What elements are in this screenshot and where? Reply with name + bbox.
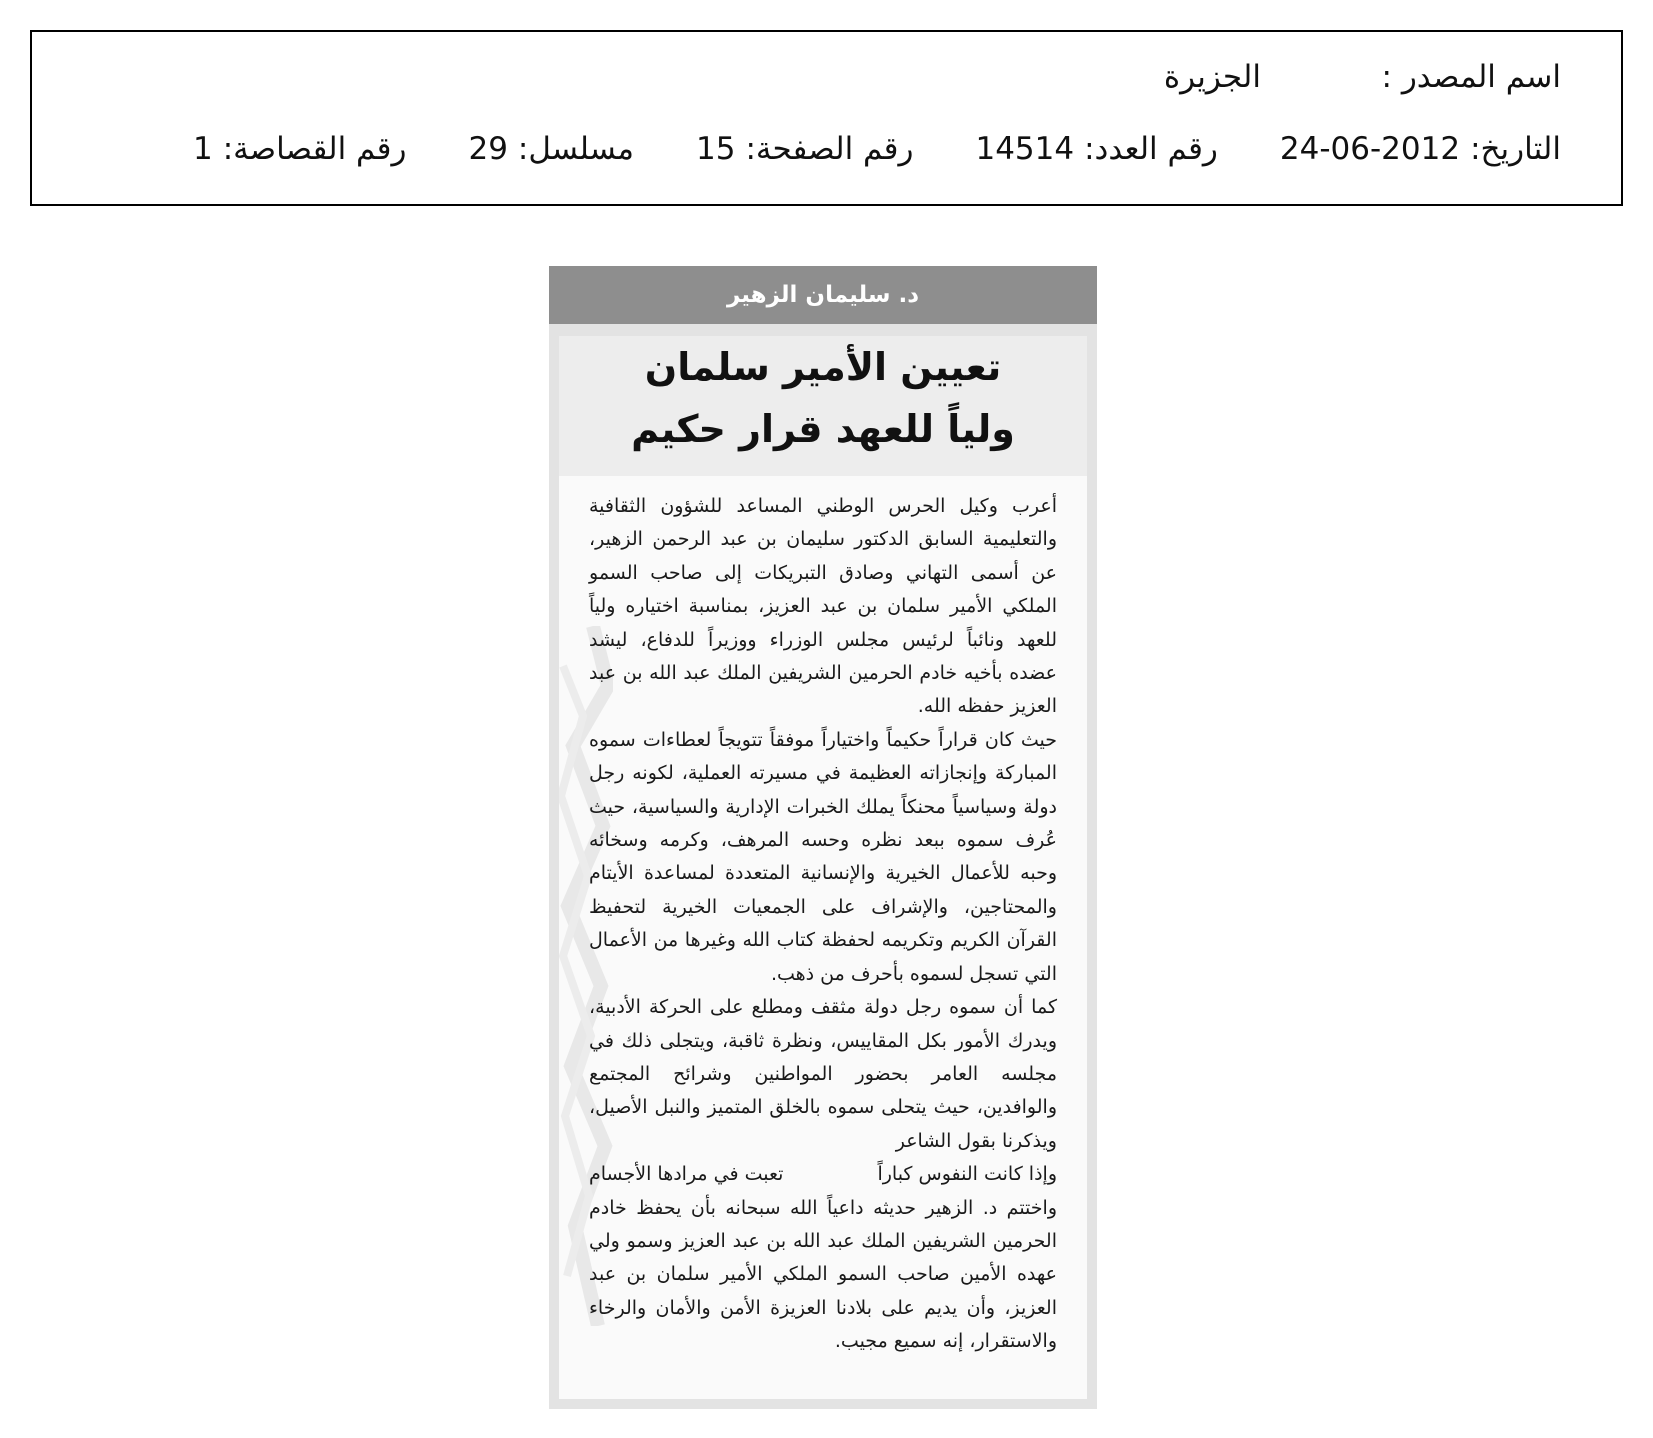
date-value: 24-06-2012 <box>1279 131 1461 167</box>
verse-second-hemistich: تعبت في مرادها الأجسام <box>589 1163 784 1186</box>
author-byline: د. سليمان الزهير <box>726 282 920 308</box>
article-closing-paragraph: واختتم د. الزهير حديثه داعياً الله سبحانه بأن يحفظ خادم الحرمين الشريفين الملك عبد الله بن عبد العزيز وسمو ولي عهده الأمين صاحب السمو الملكي الأمير سلمان بن عبد العزيز، وأن يديم على بلادنا العزيزة الأمن والأمان والرخاء والاستقرار، إنه سميع مجيب. <box>589 1196 1057 1353</box>
issue-label: رقم العدد: <box>1084 131 1218 167</box>
article-paragraph-1: أعرب وكيل الحرس الوطني المساعد للشؤون الثقافية والتعليمية السابق الدكتور سليمان بن عبد الرحمن الزهير، عن أسمى التهاني وصادق التبريكات إلى صاحب السمو الملكي الأمير سلمان بن عبد العزيز، بمناسبة اختياره ولياً للعهد ونائباً لرئيس مجلس الوزراء ووزيراً للدفاع، ليشد عضده بأخيه خادم الحرمين الشريفين الملك عبد الله بن عبد العزيز حفظه الله. <box>589 495 1057 718</box>
details-row <box>72 124 1561 174</box>
page-label: رقم الصفحة: <box>745 131 914 167</box>
article-body-area <box>559 476 1087 1399</box>
page-value: 15 <box>696 131 736 167</box>
source-value: الجزيرة <box>1163 59 1261 95</box>
article-body-text <box>589 490 1057 1359</box>
byline-bar <box>549 266 1097 324</box>
article-paragraph-2: حيث كان قراراً حكيماً واختياراً موفقاً تتويجاً لعطاءات سموه المباركة وإنجازاته العظيمة في مسيرته العملية، لكونه رجل دولة وسياسياً محنكاً يملك الخبرات الإدارية والسياسية، حيث عُرف سموه ببعد نظره وحسه المرهف، وكرمه وسخائه وحبه للأعمال الخيرية والإنسانية المتعددة لمساعدة الأيتام والمحتاجين، والإشراف على الجمعيات الخيرية لتحفيظ القرآن الكريم وتكريمه لحفظة كتاب الله وغيرها من الأعمال التي تسجل لسموه بأحرف من ذهب. <box>589 728 1057 985</box>
clipping-field <box>193 131 406 167</box>
source-row <box>72 52 1561 102</box>
headline-area <box>559 336 1087 476</box>
newspaper-article-clipping <box>549 266 1097 1409</box>
serial-label: مسلسل: <box>517 131 635 167</box>
page-field <box>696 131 913 167</box>
clipping-label: رقم القصاصة: <box>222 131 407 167</box>
source-label: اسم المصدر : <box>1381 59 1561 95</box>
date-field <box>1280 131 1561 167</box>
issue-field <box>975 131 1217 167</box>
headline-line-1: تعيين الأمير سلمان <box>644 345 1002 389</box>
date-label: التاريخ: <box>1470 131 1561 167</box>
verse-first-hemistich: وإذا كانت النفوس كباراً <box>877 1163 1057 1186</box>
clipping-value: 1 <box>193 131 213 167</box>
poetry-verse <box>589 1158 1057 1191</box>
clipping-metadata-box <box>30 30 1623 206</box>
serial-field <box>468 131 634 167</box>
article-paragraph-3: كما أن سموه رجل دولة مثقف ومطلع على الحركة الأدبية، ويدرك الأمور بكل المقاييس، ونظرة ثاقبة، ويتجلى ذلك في مجلسه العامر بحضور المواطنين وشرائح المجتمع والوافدين، حيث يتحلى سموه بالخلق المتميز والنبل الأصيل، ويذكرنا بقول الشاعر <box>589 996 1057 1152</box>
serial-value: 29 <box>468 131 508 167</box>
headline-line-2: ولياً للعهد قرار حكيم <box>631 407 1015 451</box>
issue-value: 14514 <box>975 131 1075 167</box>
